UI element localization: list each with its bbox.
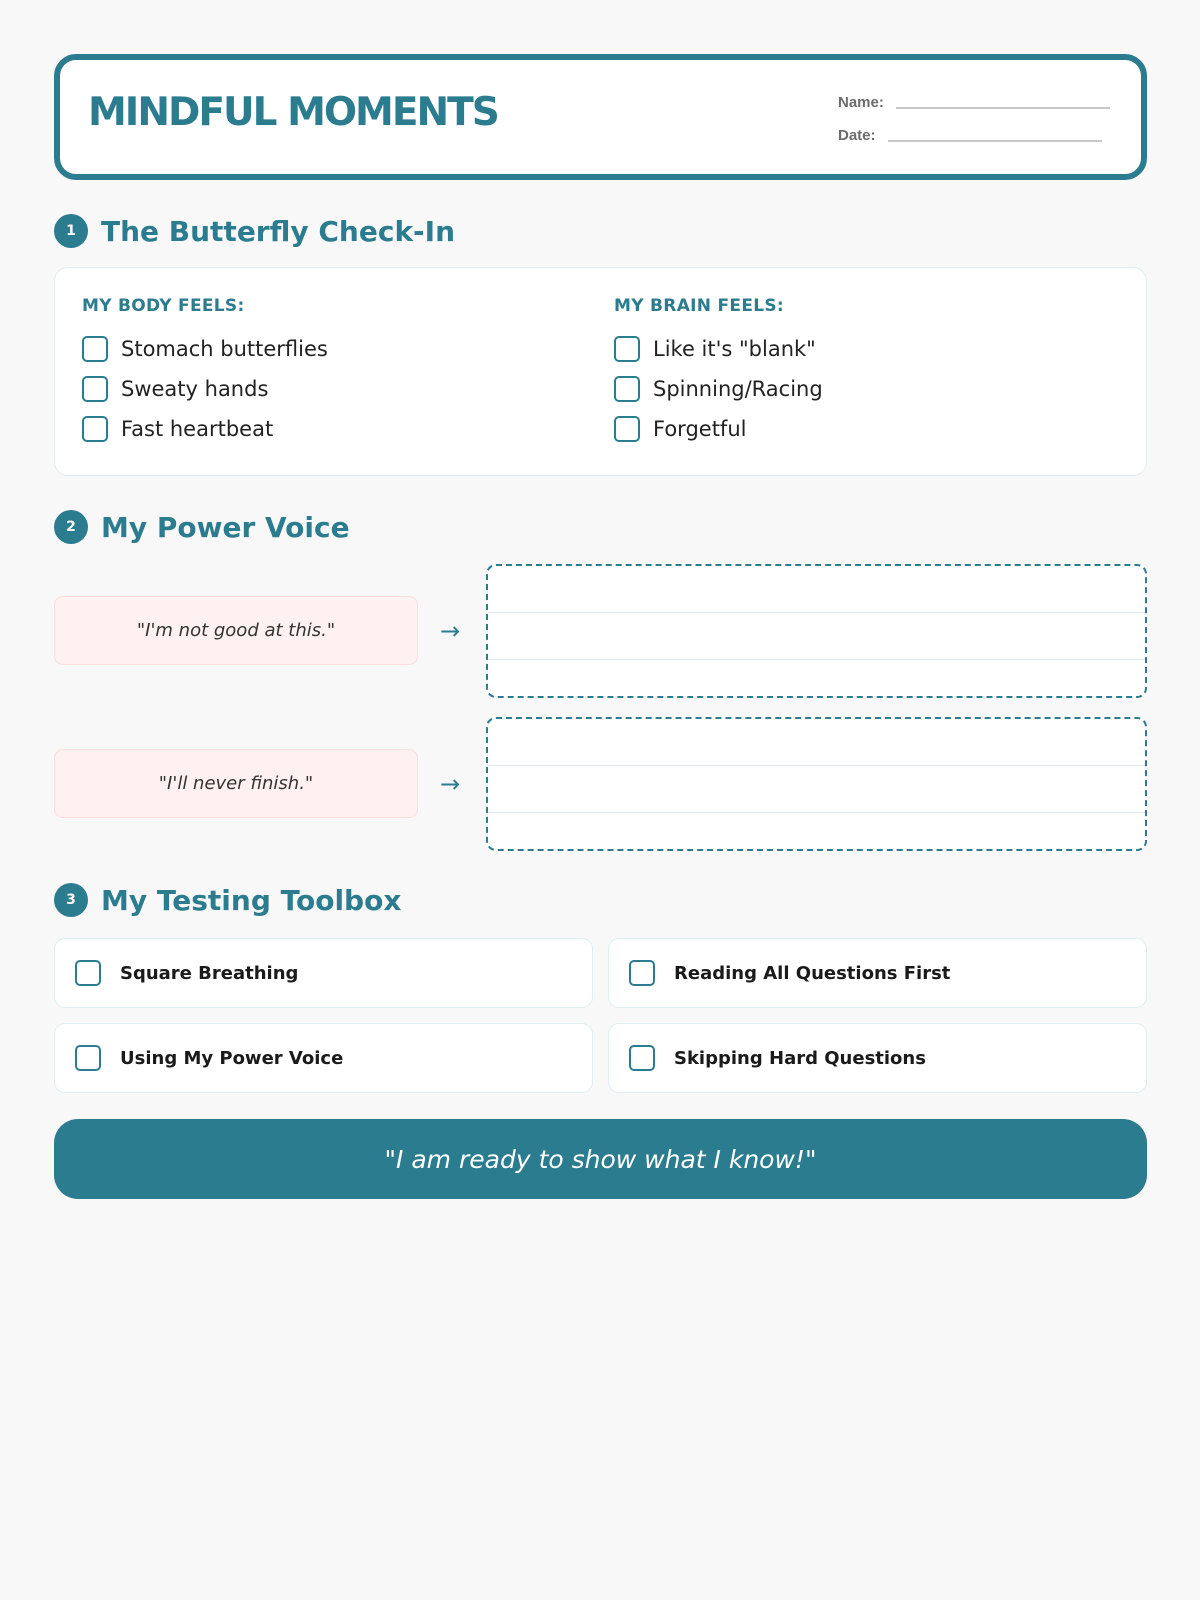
writing-line — [488, 765, 1145, 766]
checkbox-label: Fast heartbeat — [121, 417, 274, 441]
toolbox-label: Reading All Questions First — [674, 962, 951, 984]
writing-line — [488, 612, 1145, 613]
checkbox-label: Spinning/Racing — [653, 377, 823, 401]
toolbox-item[interactable] — [608, 938, 1147, 1008]
section-title: My Power Voice — [101, 510, 350, 544]
arrow-right-icon: → — [439, 617, 461, 645]
section-number-badge: 2 — [54, 510, 88, 544]
checkbox-label: Stomach butterflies — [121, 337, 328, 361]
toolbox-label: Square Breathing — [120, 962, 299, 984]
checkbox-label: Forgetful — [653, 417, 747, 441]
checkbox[interactable] — [629, 1045, 655, 1071]
worksheet-header — [54, 54, 1147, 180]
power-voice-answer-box[interactable] — [486, 717, 1147, 851]
toolbox-item[interactable] — [608, 1023, 1147, 1093]
body-checkbox-item[interactable] — [82, 369, 328, 409]
body-feels-title: MY BODY FEELS: — [82, 296, 245, 316]
name-label: Name: — [838, 94, 884, 111]
arrow-right-icon: → — [439, 770, 461, 798]
section-power-voice-heading — [54, 510, 350, 544]
butterfly-checkin-card — [54, 267, 1147, 476]
section-title: My Testing Toolbox — [101, 883, 402, 917]
worksheet-title: MINDFUL MOMENTS — [88, 90, 498, 135]
negative-thought-box: "I'm not good at this." — [54, 596, 418, 665]
checkbox-label: Sweaty hands — [121, 377, 269, 401]
brain-checkbox-item[interactable] — [614, 409, 823, 449]
body-checkbox-item[interactable] — [82, 409, 328, 449]
checkbox[interactable] — [75, 1045, 101, 1071]
date-field[interactable] — [838, 127, 1102, 144]
body-feels-column — [82, 296, 328, 449]
brain-feels-title: MY BRAIN FEELS: — [614, 296, 785, 316]
section-number-badge: 1 — [54, 214, 88, 248]
date-line[interactable] — [888, 140, 1102, 142]
checkbox[interactable] — [82, 376, 108, 402]
section-number-badge: 3 — [54, 883, 88, 917]
checkbox[interactable] — [614, 336, 640, 362]
body-checkbox-item[interactable] — [82, 329, 328, 369]
toolbox-label: Skipping Hard Questions — [674, 1047, 926, 1069]
toolbox-label: Using My Power Voice — [120, 1047, 344, 1069]
checkbox[interactable] — [75, 960, 101, 986]
checkbox-label: Like it's "blank" — [653, 337, 816, 361]
negative-thought-box: "I'll never finish." — [54, 749, 418, 818]
section-butterfly-heading — [54, 214, 455, 248]
writing-line — [488, 659, 1145, 660]
brain-checkbox-item[interactable] — [614, 329, 823, 369]
date-label: Date: — [838, 127, 876, 144]
writing-line — [488, 812, 1145, 813]
worksheet — [54, 54, 1147, 1174]
section-toolbox-heading — [54, 883, 401, 917]
toolbox-item[interactable] — [54, 938, 593, 1008]
section-title: The Butterfly Check-In — [101, 214, 456, 248]
brain-feels-column — [614, 296, 823, 449]
checkbox[interactable] — [82, 416, 108, 442]
affirmation-banner: "I am ready to show what I know!" — [54, 1119, 1147, 1199]
brain-checkbox-item[interactable] — [614, 369, 823, 409]
name-line[interactable] — [896, 107, 1110, 109]
power-voice-answer-box[interactable] — [486, 564, 1147, 698]
checkbox[interactable] — [614, 416, 640, 442]
checkbox[interactable] — [82, 336, 108, 362]
checkbox[interactable] — [629, 960, 655, 986]
checkbox[interactable] — [614, 376, 640, 402]
name-field[interactable] — [838, 94, 1110, 111]
toolbox-item[interactable] — [54, 1023, 593, 1093]
